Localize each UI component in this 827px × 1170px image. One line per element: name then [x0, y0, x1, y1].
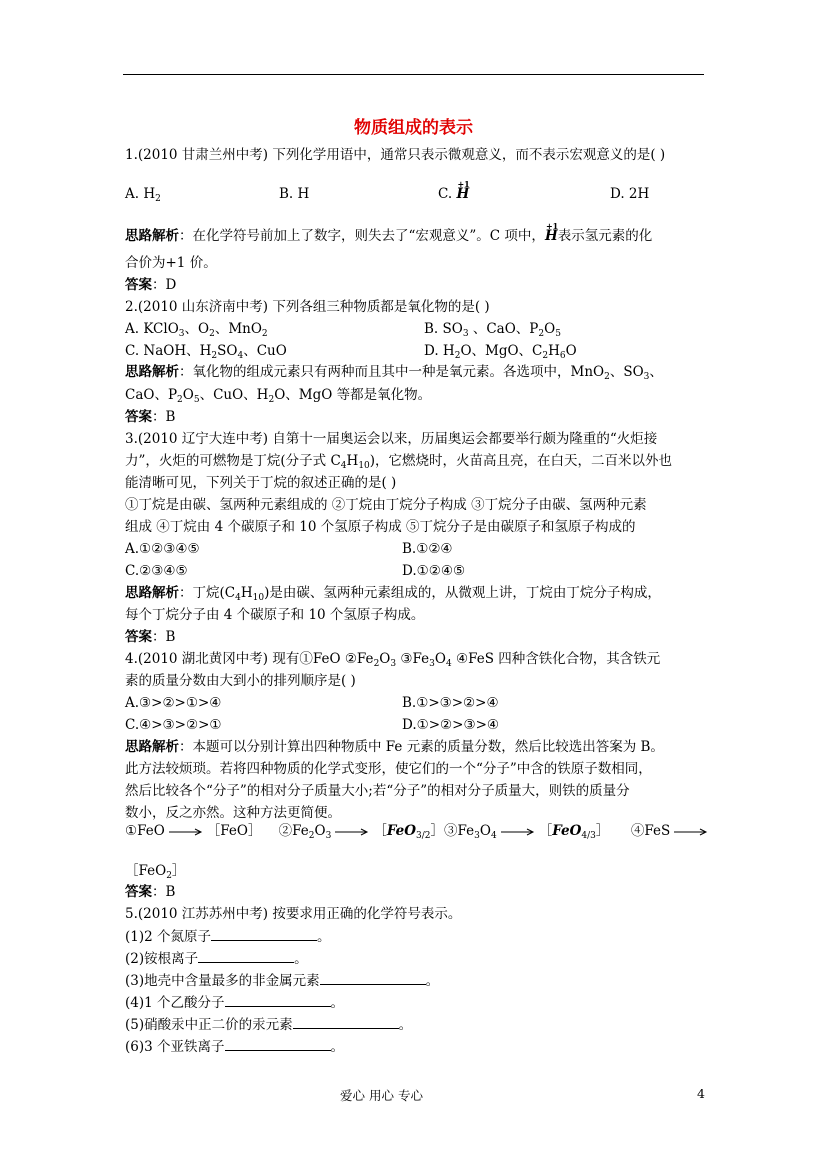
- q5-item-2: (2)铵根离子 。: [125, 951, 308, 967]
- q3-option-a: A.①②③④⑤: [125, 541, 200, 557]
- q2-answer: 答案：B: [125, 409, 176, 425]
- arrow-icon: [169, 827, 203, 837]
- q2-option-d: D. $H_2O$、MgO、$C_2H_6O$: [424, 343, 577, 361]
- q2-analysis: 思路解析：氧化物的组成元素只有两种而且其中一种是氧元素。各选项中，MnO$_2$、$SO_3$、: [125, 364, 663, 382]
- q4-option-c: C.④>③>②>①: [125, 717, 222, 733]
- q3-option-b: B.①②④: [402, 541, 453, 557]
- q3-analysis: 思路解析：丁烷$(C_4H_{10})$是由碳、氢两种元素组成的，从微观上讲，丁烷由丁烷分子构成，: [125, 585, 661, 603]
- q4-conversion-cont: ［FeO$_2$］: [125, 863, 186, 881]
- q2-stem: 2.(2010 山东济南中考) 下列各组三种物质都是氧化物的是( ): [125, 299, 490, 315]
- q2-option-c: C. NaOH、$H_2SO_4$、CuO: [125, 343, 287, 361]
- q4-option-b: B.①>③>②>④: [402, 695, 499, 711]
- q4-analysis-2: 此方法较烦琐。若将四种物质的化学式变形，使它们的一个“分子”中含的铁原子数相同，: [125, 761, 652, 777]
- q2-analysis-cont: CaO、$P_2O_5$、CuO、$H_2O$、MgO 等都是氧化物。: [125, 387, 432, 405]
- q1-stem: 1.(2010 甘肃兰州中考) 下列化学用语中，通常只表示微观意义，而不表示宏观意义的是( ): [125, 147, 666, 163]
- q4-answer: 答案：B: [125, 884, 176, 900]
- arrow-icon: [335, 827, 369, 837]
- header-rule: [123, 74, 704, 75]
- q1-option-b: B. H: [279, 186, 310, 202]
- page-title: 物质组成的表示: [354, 118, 473, 138]
- q3-answer: 答案：B: [125, 629, 176, 645]
- q1-option-a: A. $H_2$: [125, 186, 161, 204]
- q1-analysis: 思路解析：在化学符号前加上了数字，则失去了“宏观意义”。C 项中， +1 H表示氢元素的化: [125, 221, 653, 244]
- q3-stem-2: 力”，火炬的可燃物是丁烷(分子式 $C_4H_{10}$)，它燃烧时，火苗高且亮，在白天，二百米以外也: [125, 453, 673, 471]
- q5-item-5: (5)硝酸汞中正二价的汞元素 。: [125, 1017, 413, 1033]
- q5-item-3: (3)地壳中含量最多的非金属元素 。: [125, 973, 440, 989]
- q4-option-a: A.③>②>①>④: [125, 695, 222, 711]
- q2-option-b: B. $SO_3$ 、CaO、$P_2O_5$: [424, 321, 561, 339]
- q2-option-a: A. KClO$_3$、$O_2$、MnO$_2$: [125, 321, 268, 339]
- q4-analysis-1: 思路解析：本题可以分别计算出四种物质中 Fe 元素的质量分数，然后比较选出答案为 B。: [125, 739, 664, 755]
- q1-option-c: C. +1 H: [438, 179, 470, 202]
- q4-conversion-row: ①FeO ［FeO］ $②Fe_2O_3$ $[FeO_{3/2}]③Fe_3O_4$ ［FeO$_{4/3}$］ ④FeS: [125, 822, 712, 840]
- arrow-icon: [501, 827, 535, 837]
- q4-stem-2: 素的质量分数由大到小的排列顺序是( ): [125, 673, 356, 689]
- q5-item-4: (4)1 个乙酸分子 。: [125, 995, 345, 1011]
- q4-option-d: D.①>②>③>④: [402, 717, 499, 733]
- q5-item-6: (6)3 个亚铁离子 。: [125, 1039, 345, 1055]
- arrow-icon: [674, 827, 708, 837]
- q3-option-c: C.②③④⑤: [125, 563, 188, 579]
- q3-analysis-cont: 每个丁烷分子由 4 个碳原子和 10 个氢原子构成。: [125, 607, 425, 623]
- q5-stem: 5.(2010 江苏苏州中考) 按要求用正确的化学符号表示。: [125, 906, 462, 922]
- q3-stem-1: 3.(2010 辽宁大连中考) 自第十一届奥运会以来，历届奥运会都要举行颇为隆重的“火炬接: [125, 431, 658, 447]
- q3-items-1: ①丁烷是由碳、氢两种元素组成的 ②丁烷由丁烷分子构成 ③丁烷分子由碳、氢两种元素: [125, 497, 647, 513]
- footer-slogan: 爱心 用心 专心: [340, 1088, 423, 1103]
- q3-option-d: D.①②④⑤: [402, 563, 466, 579]
- q4-stem-1: 4.(2010 湖北黄冈中考) 现有①FeO $②Fe_2O_3$ $③Fe_3O_4$ ④FeS 四种含铁化合物，其含铁元: [125, 651, 661, 669]
- q3-stem-3: 能清晰可见，下列关于丁烷的叙述正确的是( ): [125, 475, 397, 491]
- q4-analysis-3: 然后比较各个“分子”的相对分子质量大小;若“分子”的相对分子质量大，则铁的质量分: [125, 783, 630, 799]
- q1-option-d: D. 2H: [610, 186, 650, 202]
- q3-items-2: 组成 ④丁烷由 4 个碳原子和 10 个氢原子构成 ⑤丁烷分子是由碳原子和氢原子构成的: [125, 519, 636, 535]
- q1-answer: 答案：D: [125, 277, 177, 293]
- q1-analysis-cont: 合价为+1 价。: [125, 255, 217, 271]
- q4-analysis-4: 数小，反之亦然。这种方法更简便。: [125, 805, 341, 821]
- page-number: 4: [697, 1086, 705, 1101]
- q5-item-1: (1)2 个氮原子 。: [125, 929, 331, 945]
